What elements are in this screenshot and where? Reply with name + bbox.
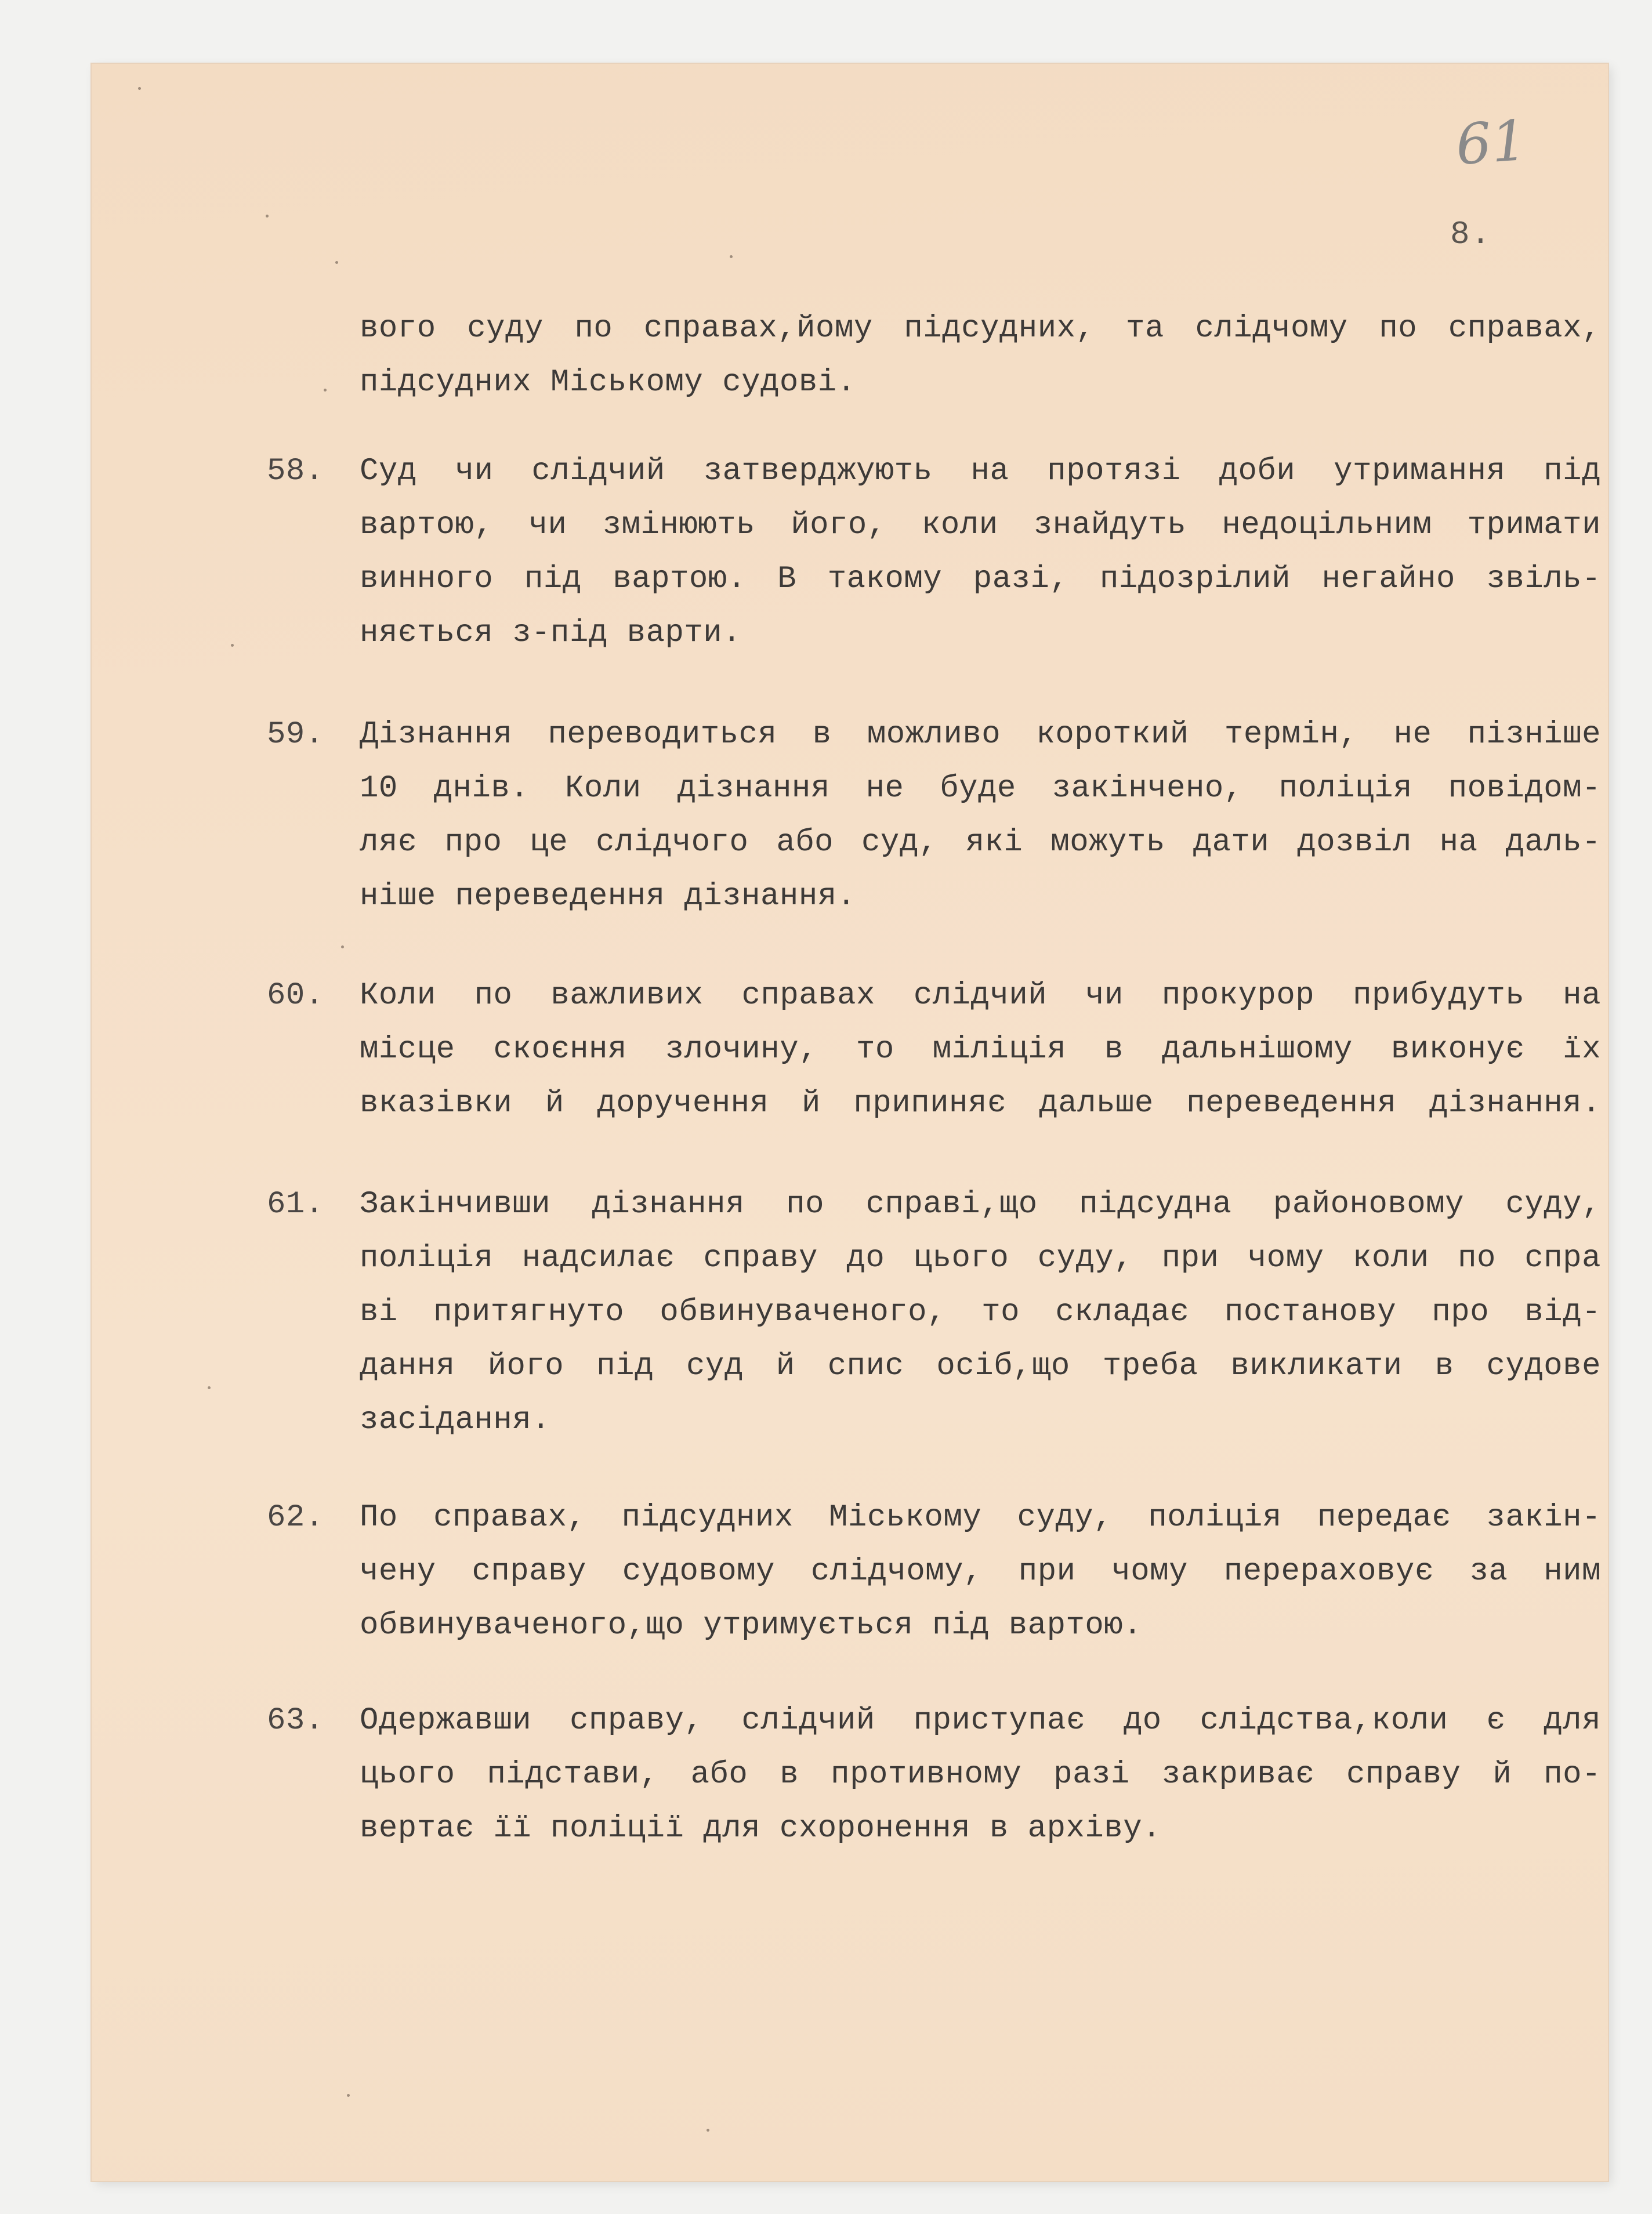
paragraph-number: 58.: [267, 454, 324, 489]
text-line: обвинуваченого,що утримується під вартою.: [360, 1608, 1143, 1643]
paper-speck: [138, 87, 141, 90]
text-line: поліція надсилає справу до цього суду, при чому коли по спра: [360, 1241, 1601, 1276]
paper-speck: [730, 255, 733, 258]
paragraph-62: [267, 1491, 1601, 1653]
paragraph-number: 59.: [267, 717, 324, 752]
text-line: підсудних Міському судові.: [360, 365, 856, 400]
paragraph-number: 60.: [267, 978, 324, 1013]
text-line: Одержавши справу, слідчий приступає до слідства,коли є для: [360, 1703, 1601, 1738]
paragraph-58: [267, 444, 1601, 660]
page-number: 8.: [1450, 216, 1492, 253]
paragraph-60: [267, 969, 1601, 1130]
paper-speck: [266, 215, 269, 218]
text-line: цього підстави, або в противному разі закриває справу й по-: [360, 1757, 1601, 1792]
text-line: Коли по важливих справах слідчий чи прокурор прибудуть на: [360, 978, 1601, 1013]
text-line: Суд чи слідчий затверджують на протязі доби утримання під: [360, 454, 1601, 489]
text-line: Дізнання переводиться в можливо короткий термін, не пізніше: [360, 717, 1601, 752]
paragraph-61: [267, 1177, 1601, 1447]
text-line: ві притягнуто обвинуваченого, то складає постанову про від-: [360, 1295, 1601, 1330]
paper-speck: [341, 945, 344, 948]
paper-speck: [707, 2129, 709, 2132]
paper-speck: [208, 1386, 211, 1389]
text-line: вартою, чи змінюють його, коли знайдуть недоцільним тримати: [360, 508, 1601, 543]
text-line: дання його під суд й спис осіб,що треба викликати в судове: [360, 1349, 1601, 1384]
paper-speck: [231, 644, 234, 647]
text-line: вказівки й доручення й припиняє дальше переведення дізнання.: [360, 1086, 1601, 1121]
paragraph-number: 63.: [267, 1703, 324, 1738]
text-line: По справах, підсудних Міському суду, поліція передає закін-: [360, 1500, 1601, 1535]
paper-speck: [347, 2094, 350, 2097]
paragraph-63: [267, 1694, 1601, 1856]
text-line: ляє про це слідчого або суд, які можуть дати дозвіл на даль-: [360, 825, 1601, 860]
text-line: винного під вартою. В такому разі, підозрілий негайно звіль-: [360, 561, 1601, 597]
text-line: няється з-під варти.: [360, 615, 742, 651]
text-line: вертає її поліції для схоронення в архіву.: [360, 1811, 1162, 1846]
paper-speck: [335, 261, 338, 264]
text-line: 10 днів. Коли дізнання не буде закінчено, поліція повідом-: [360, 771, 1601, 806]
paragraph-continued: [360, 302, 1601, 410]
text-line: вого суду по справах,йому підсудних, та слідчому по справах,: [360, 311, 1601, 346]
handwritten-folio-number: 61: [1454, 107, 1529, 178]
paragraph-59: [267, 708, 1601, 923]
paragraph-number: 62.: [267, 1500, 324, 1535]
paper-speck: [324, 389, 327, 392]
text-line: Закінчивши дізнання по справі,що підсудна районовому суду,: [360, 1187, 1601, 1222]
paragraph-number: 61.: [267, 1187, 324, 1222]
text-line: чену справу судовому слідчому, при чому перераховує за ним: [360, 1554, 1601, 1589]
text-line: ніше переведення дізнання.: [360, 879, 856, 914]
text-line: засідання.: [360, 1403, 551, 1438]
text-line: місце скоєння злочину, то міліція в дальнішому виконує їх: [360, 1032, 1601, 1067]
